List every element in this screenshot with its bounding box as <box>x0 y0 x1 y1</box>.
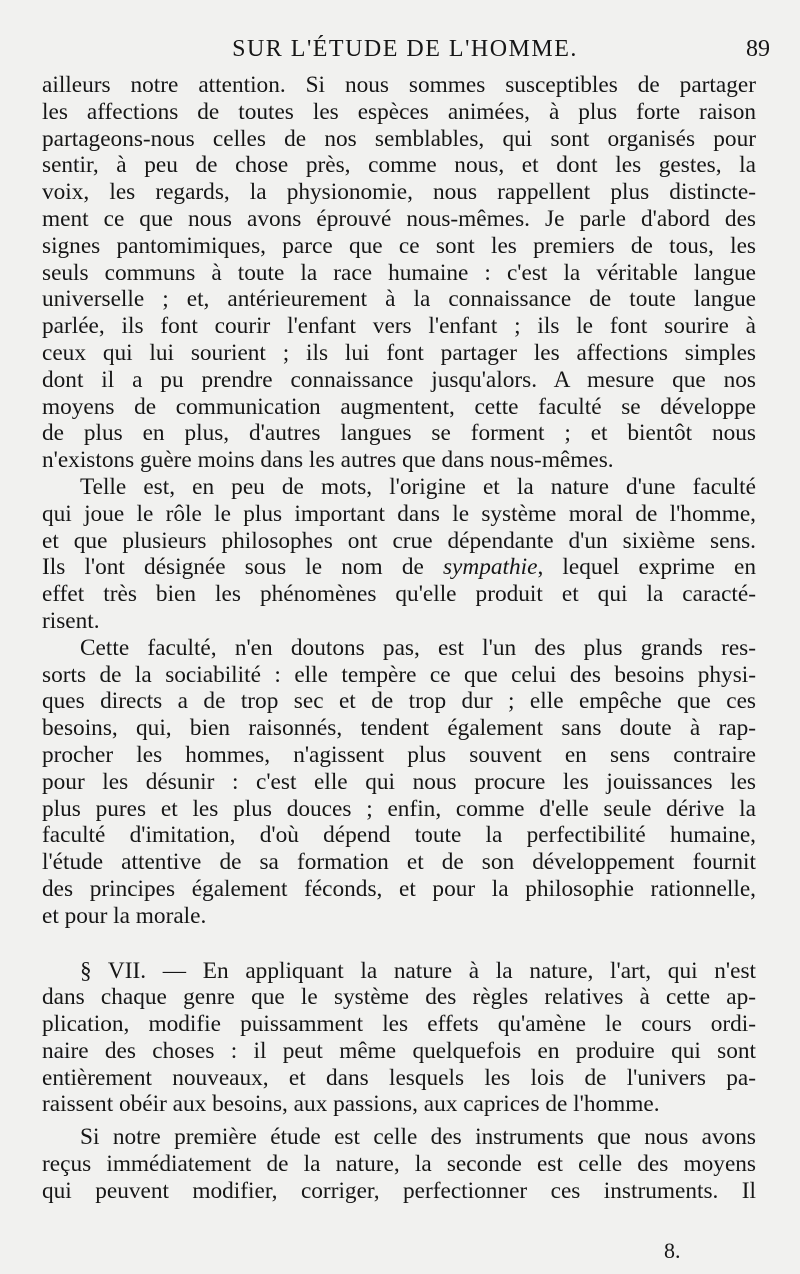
text-line: dans chaque genre que le système des règles relatives à cette ap- <box>42 984 756 1011</box>
text-line: et que plusieurs philosophes ont crue dépendante d'un sixième sens. <box>42 527 756 554</box>
text-line: pour les désunir : c'est elle qui nous procure les jouissances les <box>42 768 756 795</box>
text-line: naire des choses : il peut même quelquefois en produire qui sont <box>42 1037 756 1064</box>
text-line: Telle est, en peu de mots, l'origine et la nature d'une faculté <box>80 473 756 500</box>
text-line: effet très bien les phénomènes qu'elle produit et qui la caracté- <box>42 581 756 608</box>
text-line: ment ce que nous avons éprouvé nous-mêmes. Je parle d'abord des <box>42 205 756 232</box>
text-run: Ils l'ont désignée sous le nom de <box>42 554 443 581</box>
paragraph <box>42 635 756 930</box>
text-line: des principes également féconds, et pour la philosophie rationnelle, <box>42 875 756 902</box>
text-line: Cette faculté, n'en doutons pas, est l'un des plus grands res- <box>80 634 756 661</box>
paragraph <box>42 72 756 474</box>
paragraph <box>42 474 756 635</box>
text-line: sorts de la sociabilité : elle tempère ce que celui des besoins physi- <box>42 661 756 688</box>
text-line: sentir, à peu de chose près, comme nous, et dont les gestes, la <box>42 152 756 179</box>
text-line: de plus en plus, d'autres langues se forment ; et bientôt nous <box>42 420 756 447</box>
text-line: risent. <box>42 607 100 634</box>
text-line: parlée, ils font courir l'enfant vers l'enfant ; ils le font sourire à <box>42 313 756 340</box>
text-line: procher les hommes, n'agissent plus souvent en sens contraire <box>42 741 756 768</box>
section-spacer <box>42 930 756 958</box>
text-line: n'existons guère moins dans les autres que dans nous-mêmes. <box>42 447 614 474</box>
running-title: SUR L'ÉTUDE DE L'HOMME. <box>232 36 578 62</box>
text-line: plication, modifie puissamment les effets qu'amène le cours ordi- <box>42 1011 756 1038</box>
text-line: entièrement nouveaux, et dans lesquels les lois de l'univers pa- <box>42 1064 756 1091</box>
text-line: et pour la morale. <box>42 902 207 929</box>
text-line: raissent obéir aux besoins, aux passions, aux caprices de l'homme. <box>42 1091 660 1118</box>
text-line: partageons-nous celles de nos semblables, qui sont organisés pour <box>42 125 756 152</box>
text-line: reçus immédiatement de la nature, la seconde est celle des moyens <box>42 1151 756 1178</box>
text-line <box>42 554 756 581</box>
text-line: voix, les regards, la physionomie, nous rappellent plus distincte- <box>42 179 756 206</box>
text-line: moyens de communication augmentent, cette faculté se développe <box>42 393 756 420</box>
text-line: besoins, qui, bien raisonnés, tendent également sans doute à rap- <box>42 715 756 742</box>
body-text <box>42 72 756 1205</box>
text-line: ailleurs notre attention. Si nous sommes susceptibles de partager <box>42 72 756 98</box>
text-line: seuls communs à toute la race humaine : c'est la véritable langue <box>42 259 756 286</box>
page-number: 89 <box>746 36 770 62</box>
running-header <box>40 36 770 70</box>
text-line: signes pantomimiques, parce que ce sont les premiers de tous, les <box>42 232 756 259</box>
italic-term: sympathie <box>442 554 538 581</box>
section-paragraph <box>42 958 756 1119</box>
text-line: Si notre première étude est celle des instruments que nous avons <box>80 1124 756 1151</box>
text-line: faculté d'imitation, d'où dépend toute la perfectibilité humaine, <box>42 822 756 849</box>
text-line: plus pures et les plus douces ; enfin, comme d'elle seule dérive la <box>42 795 756 822</box>
text-line: l'étude attentive de sa formation et de son développement fournit <box>42 849 756 876</box>
text-line: qui joue le rôle le plus important dans le système moral de l'homme, <box>42 500 756 527</box>
text-line: ques directs a de trop sec et de trop dur ; elle empêche que ces <box>42 688 756 715</box>
section-heading-line: § VII. — En appliquant la nature à la nature, l'art, qui n'est <box>80 957 756 984</box>
text-line: les affections de toutes les espèces animées, à plus forte raison <box>42 98 756 125</box>
text-line: ceux qui lui sourient ; ils lui font partager les affections simples <box>42 339 756 366</box>
text-line: universelle ; et, antérieurement à la connaissance de toute langue <box>42 286 756 313</box>
paragraph <box>42 1124 756 1204</box>
text-line: qui peuvent modifier, corriger, perfectionner ces instruments. Il <box>42 1177 756 1204</box>
signature-mark: 8. <box>664 1238 681 1263</box>
text-run: , lequel exprime en <box>537 554 756 581</box>
text-line: dont il a pu prendre connaissance jusqu'alors. A mesure que nos <box>42 366 756 393</box>
